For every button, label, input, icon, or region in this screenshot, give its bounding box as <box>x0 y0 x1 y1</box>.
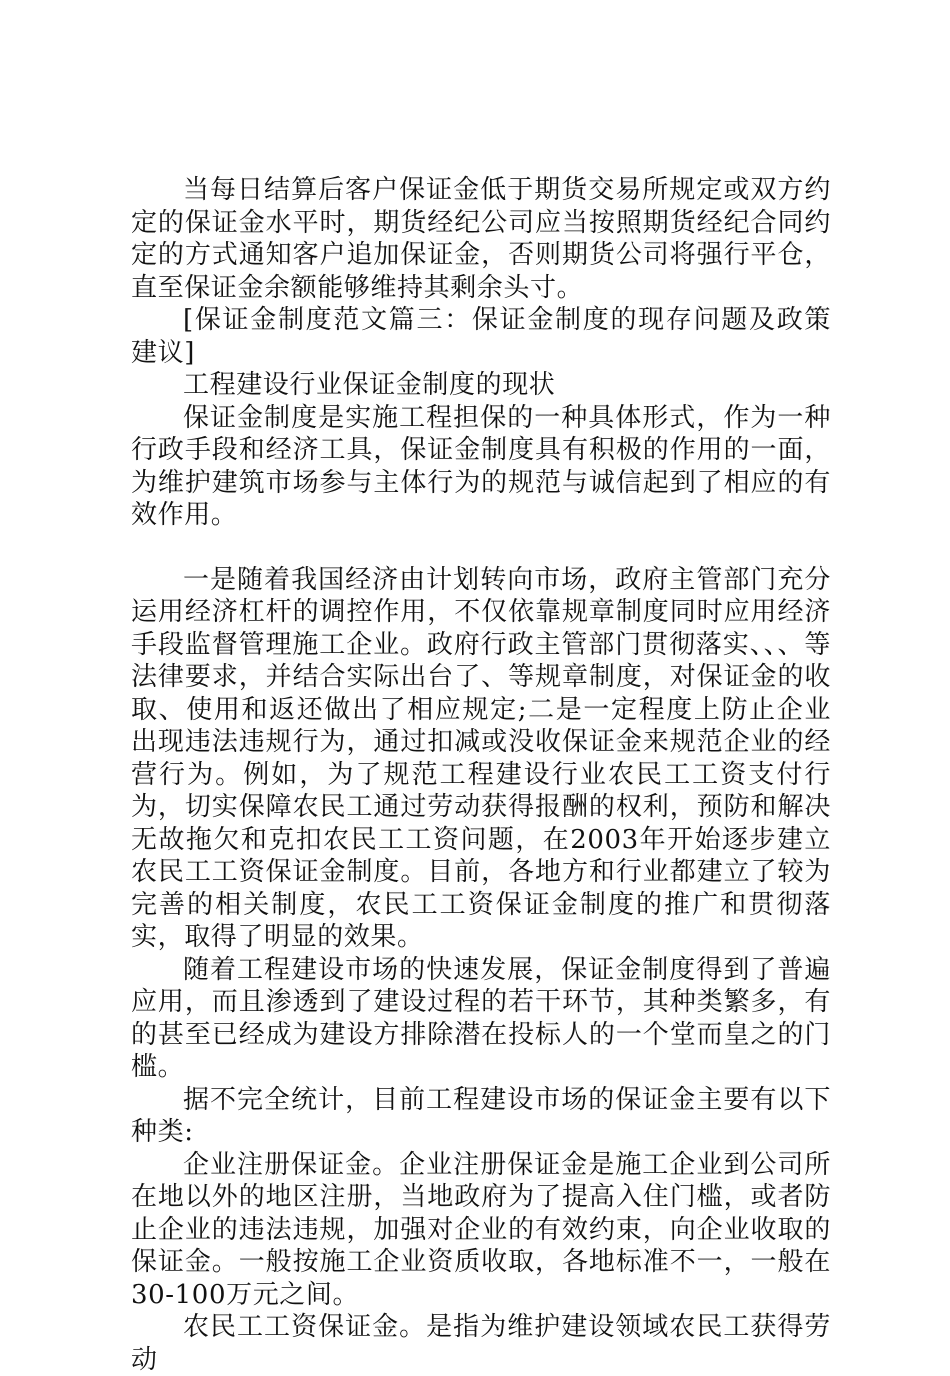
paragraph-deposit-system-intro: 保证金制度是实施工程担保的一种具体形式，作为一种行政手段和经济工具，保证金制度具有积极的作用的一面，为维护建筑市场参与主体行为的规范与诚信起到了相应的有效作用。 <box>131 402 831 530</box>
section-heading: [保证金制度范文篇三：保证金制度的现存问题及政策建议] <box>131 305 831 368</box>
paragraph-wage-deposit: 农民工工资保证金。是指为维护建设领域农民工获得劳动 <box>131 1312 831 1375</box>
paragraph-registration-deposit: 企业注册保证金。企业注册保证金是施工企业到公司所在地以外的地区注册，当地政府为了提高入住门槛，或者防止企业的违法违规，加强对企业的有效约束，向企业收取的保证金。一般按施工企业资质收取，各地标准不一，一般在30-100万元之间。 <box>131 1149 831 1310</box>
paragraph-market-development: 随着工程建设市场的快速发展，保证金制度得到了普遍应用，而且渗透到了建设过程的若干环节，其种类繁多，有的甚至已经成为建设方排除潜在投标人的一个堂而皇之的门槛。 <box>131 954 831 1082</box>
document-body <box>131 174 831 1376</box>
paragraph-deposit-types-intro: 据不完全统计，目前工程建设市场的保证金主要有以下种类: <box>131 1084 831 1147</box>
paragraph-deposit-system-role: 一是随着我国经济由计划转向市场，政府主管部门充分运用经济杠杆的调控作用，不仅依靠规章制度同时应用经济手段监督管理施工企业。政府行政主管部门贯彻落实、、、等法律要求，并结合实际出台了、等规章制度，对保证金的收取、使用和返还做出了相应规定;二是一定程度上防止企业出现违法违规行为，通过扣减或没收保证金来规范企业的经营行为。例如，为了规范工程建设行业农民工工资支付行为，切实保障农民工通过劳动获得报酬的权利，预防和解决无故拖欠和克扣农民工工资问题，在2003年开始逐步建立农民工工资保证金制度。目前，各地方和行业都建立了较为完善的相关制度，农民工工资保证金制度的推广和贯彻落实，取得了明显的效果。 <box>131 564 831 952</box>
subsection-heading: 工程建设行业保证金制度的现状 <box>183 370 556 400</box>
paragraph-margin-call: 当每日结算后客户保证金低于期货交易所规定或双方约定的保证金水平时，期货经纪公司应当按照期货经纪合同约定的方式通知客户追加保证金，否则期货公司将强行平仓，直至保证金余额能够维持其剩余头寸。 <box>131 175 831 303</box>
